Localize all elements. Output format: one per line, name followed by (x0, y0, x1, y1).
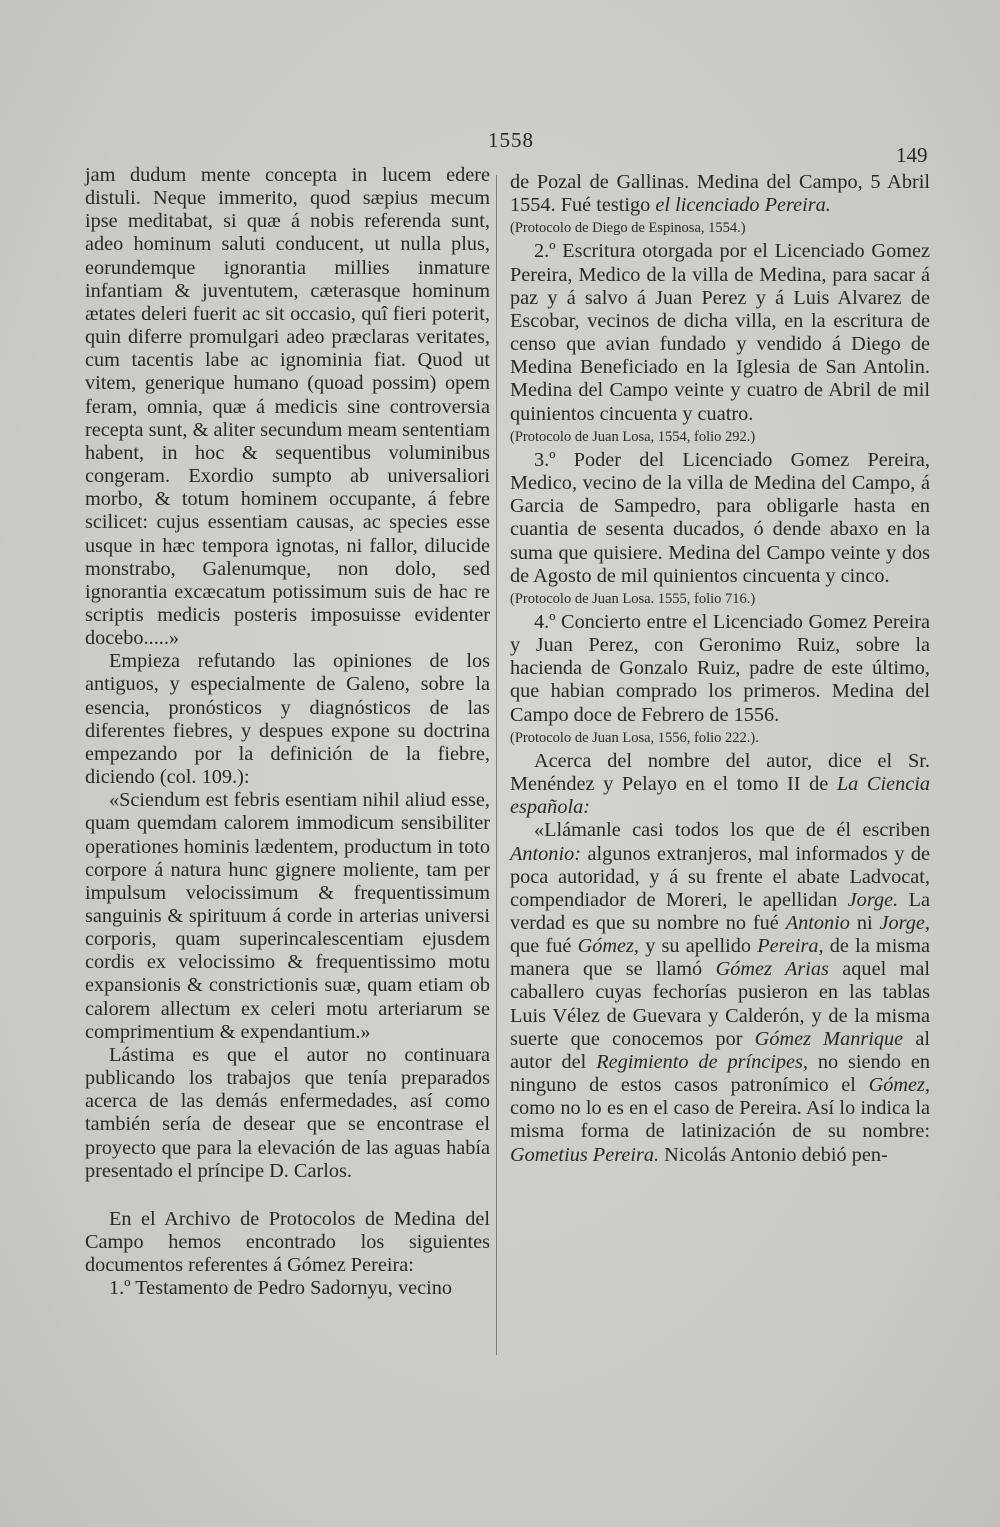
name-antonio-2: Antonio (785, 912, 850, 934)
q7: de la misma manera que se llamó (510, 935, 931, 981)
source-citation-2: (Protocolo de Juan Losa, 1554, folio 292.) (510, 428, 756, 445)
right-column (510, 171, 930, 1167)
quote-menendez (510, 819, 930, 1166)
quote-sciendum: «Sciendum est febris esentiam nihil aliud esse, quam quemdam calorem immodicum sensibiliter operationes hominis lædentem, productum in toto corpore á natura hunc gignere moliente, tam per impulsum velocissimum & frequentissimum sanguinis & spirituum á corde in arterias universi corporis, quam superincalescentiam ejusdem cordis ex velocissimo & frequentissimo motu expansionis & constrictionis suæ, quam etiam ob calorem allectum ex celeri motu arteriarum se comprimentium & expendantium.» (85, 789, 490, 1043)
q12: Nicolás Antonio debió pen- (664, 1143, 888, 1166)
title-regimiento: Regimiento de príncipes, (596, 1050, 808, 1073)
q1: «Llámanle casi todos los que de él escriben (534, 819, 930, 842)
name-gomez-2: Gómez, (868, 1074, 930, 1097)
name-jorge-2: Jorge, (879, 912, 930, 934)
name-gomez-manrique: Gómez Manrique (754, 1027, 904, 1050)
left-column (85, 164, 490, 1301)
q6: y su apellido (645, 935, 752, 958)
paragraph-empieza: Empieza refutando las opiniones de los antiguos, y especialmente de Galeno, sobre la esencia, pronósticos y diagnósticos de las diferentes fiebres, y despues expone su doctrina empezando por la definición de la fiebre, diciendo (col. 109.): (85, 650, 490, 789)
name-gomez-arias: Gómez Arias (715, 958, 829, 981)
document-item-4: 4.º Concierto entre el Licenciado Gomez Pereira y Juan Perez, con Geronimo Ruiz, sobre la hacienda de Gonzalo Ruiz, padre de este último, que habian comprado los primeros. Medina del Campo doce de Febrero de 1556. (510, 610, 930, 726)
paragraph-acerca (510, 750, 930, 819)
q10: no siendo en ninguno de estos casos patronímico el (510, 1050, 930, 1097)
name-pereira: Pereira, (757, 935, 824, 958)
name-gometius: Gometius Pereira. (510, 1143, 660, 1166)
q2: algunos extranjeros, mal informados y de poca autoridad, y á su frente el abate Ladvocat, compendiador de Moreri, le apellidan (510, 842, 930, 911)
q3: La verdad es que su nombre no fué (510, 888, 930, 934)
q8: aquel mal caballero cuyas fechorías pusieron en las tablas Luis Vélez de Guevara y Calderón, y de la misma suerte que conocemos por (510, 958, 930, 1050)
source-citation-4: (Protocolo de Juan Losa, 1556, folio 222.). (510, 729, 759, 746)
book-title-ciencia: La Ciencia española: (510, 773, 930, 819)
document-item-1-continued (510, 171, 930, 217)
source-citation-3: (Protocolo de Juan Losa. 1555, folio 716.) (510, 590, 756, 607)
document-item-1: 1.º Testamento de Pedro Sadornyu, vecino (109, 1277, 453, 1300)
q11: como no lo es en el caso de Pereira. Así lo indica la misma forma de latinización de su nombre: (510, 1097, 930, 1143)
document-item-3: 3.º Poder del Licenciado Gomez Pereira, Medico, vecino de la villa de Medina del Campo, á Garcia de Sampedro, para obligarle hasta en cuantia de sesenta ducados, ó dende abaxo en la suma que quisiere. Medina del Campo veinte y dos de Agosto de mil quinientos cincuenta y cinco. (510, 448, 930, 587)
page-number: 149 (896, 143, 928, 167)
name-jorge: Jorge. (847, 888, 899, 911)
paragraph-archivo: En el Archivo de Protocolos de Medina del Campo hemos encontrado los siguientes documentos referentes á Gómez Pereira: (85, 1207, 490, 1277)
latin-quote-paragraph: jam dudum mente concepta in lucem edere distuli. Neque immerito, quod sæpius mecum ipse meditabat, si quæ á nobis referenda sunt, adeo hominum saluti conducent, ut nulla plus, eorundemque ignorantia millies inmature infantiam & juventutem, cæterasque hominum ætates deleri fuerit ac sit occasio, quî fieri poterit, quin diferre promulgari adeo præclaras veritates, cum tacentis labe ac ignominia fiat. Quod ut vitem, generique humano (quoad possim) opem feram, omnia, quæ á medicis sine controversia recepta sunt, & aliter secundum meam sententiam habent, in hoc & sequentibus voluminibus congeram. Exordio sumpto ab universaliori morbo, & totum hominem occupante, á febre scilicet: cujus essentiam causas, ac species esse usque in hæc tempora ignotas, ni fallor, dilucide monstrabo, Galenumque, non dolo, sed ignorantia excæcatum potissimum suis de hac re scriptis medicis posteris imposuisse evidenter docebo.....» (85, 164, 490, 650)
paragraph-lastima: Lástima es que el autor no continuara publicando los trabajos que tenía preparados acerca de las demás enfermedades, así como también sería de desear que se encontrase el proyecto que para la elevación de las aguas había presentado el príncipe D. Carlos. (85, 1043, 490, 1182)
acerca-text: Acerca del nombre del autor, dice el Sr. Menéndez y Pelayo en el tomo II de (510, 749, 930, 796)
item-1-witness: el licenciado Pereira. (655, 194, 831, 217)
q5: que fué (510, 935, 572, 958)
q9: al autor del (510, 1027, 930, 1073)
source-citation-1: (Protocolo de Diego de Espinosa, 1554.) (510, 220, 746, 237)
column-divider (496, 175, 497, 1355)
item-1-text: de Pozal de Gallinas. Medina del Campo, 5 Abril 1554. Fué testigo (510, 171, 930, 217)
q4: ni (856, 912, 873, 934)
name-gomez: Gómez, (577, 935, 639, 958)
document-item-2: 2.º Escritura otorgada por el Licenciado Gomez Pereira, Medico de la villa de Medina, para sacar á paz y á salvo á Juan Perez y á Luis Alvarez de Escobar, vecinos de dicha villa, en la escritura de censo que avian fundado y vendido á Diego de Medina Beneficiado en la Iglesia de San Antolin. Medina del Campo veinte y cuatro de Abril de mil quinientos cincuenta y cuatro. (510, 240, 930, 425)
running-head-year: 1558 (488, 128, 534, 152)
name-antonio: Antonio: (510, 842, 581, 865)
